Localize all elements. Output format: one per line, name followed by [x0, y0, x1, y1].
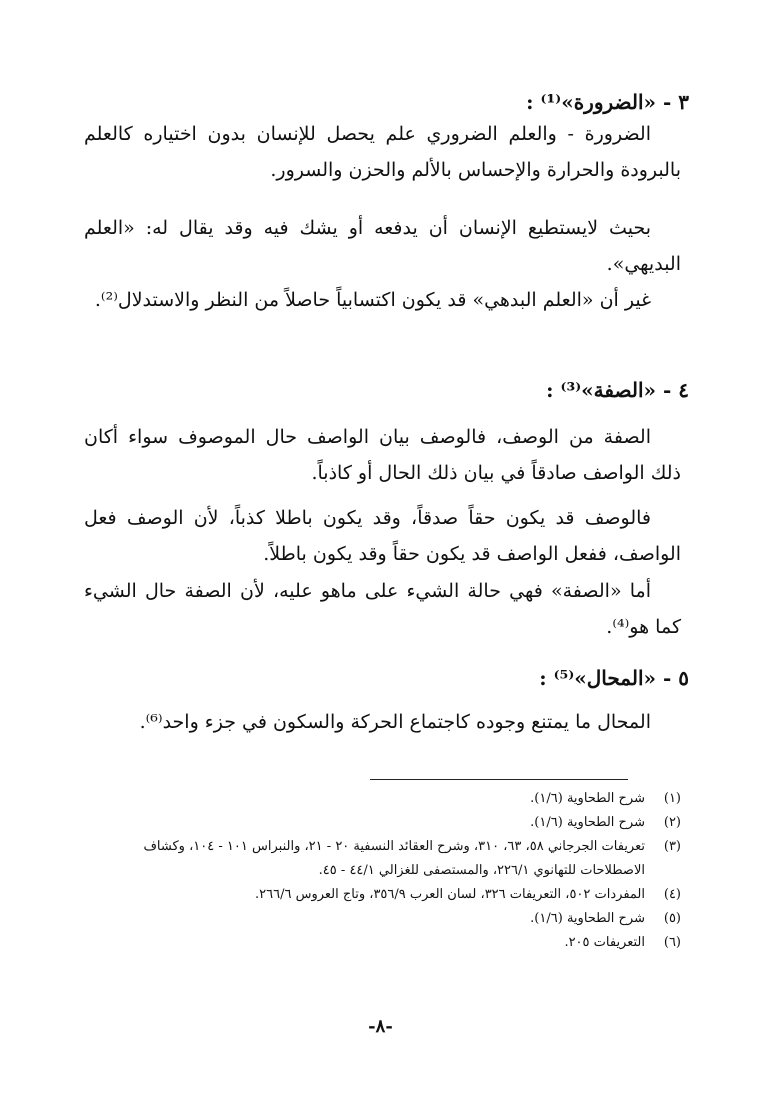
footnote-5	[80, 907, 681, 931]
page-number: -٨-	[368, 1016, 393, 1037]
footnote-6	[80, 931, 681, 955]
footnote-number: (٦)	[663, 935, 681, 950]
section-heading-5: ٥ - «المحال»⁽⁵⁾ :	[539, 666, 689, 690]
paragraph-2: بحيث لايستطيع الإنسان أن يدفعه أو يشك فيه وقد يقال له: «العلم البديهي».	[84, 217, 681, 275]
paragraph-1: الضرورة - والعلم الضروري علم يحصل للإنسان بدون اختياره كالعلم بالبرودة والحرارة والإحساس بالألم والحزن والسرور.	[84, 123, 681, 181]
footnotes	[80, 787, 681, 955]
footnote-2	[80, 811, 681, 835]
footnote-text: شرح الطحاوية (١/٦).	[530, 791, 645, 806]
paragraph-6: أما «الصفة» فهي حالة الشيء على ماهو عليه، لأن الصفة حال الشيء كما هو⁽⁴⁾.	[84, 580, 681, 638]
footnote-number: (١)	[663, 791, 681, 806]
footnote-separator	[370, 779, 628, 780]
section-heading-4: ٤ - «الصفة»⁽³⁾ :	[546, 378, 689, 402]
footnote-4	[80, 883, 681, 907]
footnote-number: (٤)	[663, 887, 681, 902]
paragraph-3: غير أن «العلم البدهي» قد يكون اكتسابياً حاصلاً من النظر والاستدلال⁽²⁾.	[94, 289, 651, 311]
paragraph-7: المحال ما يمتنع وجوده كاجتماع الحركة والسكون في جزء واحد⁽⁶⁾.	[139, 711, 651, 733]
section-heading-3: ٣ - «الضرورة»⁽¹⁾ :	[526, 90, 689, 114]
footnote-number: (٥)	[663, 911, 681, 926]
footnote-text: المفردات ٥٠٢، التعريفات ٣٢٦، لسان العرب ٣٥٦/٩، وتاج العروس ٢٦٦/٦.	[254, 887, 645, 902]
paragraph-4: الصفة من الوصف، فالوصف بيان الواصف حال الموصوف سواء أكان ذلك الواصف صادقاً في بيان ذلك الحال أو كاذباً.	[84, 426, 681, 484]
footnote-text: التعريفات ٢٠٥.	[564, 935, 645, 950]
footnote-number: (٢)	[663, 815, 681, 830]
footnote-number: (٣)	[663, 839, 681, 854]
footnote-text: شرح الطحاوية (١/٦).	[530, 911, 645, 926]
footnote-1	[80, 787, 681, 811]
footnote-3	[80, 835, 681, 883]
footnote-text: تعريفات الجرجاني ٥٨، ٦٣، ٣١٠، وشرح العقائد النسفية ٢٠ - ٢١، والنبراس ١٠١ - ١٠٤، وكشاف الاصطلاحات للتهانوي ٢٢٦/١، والمستصفى للغزالي ٤٤/١ - ٤٥.	[143, 839, 645, 878]
footnote-text: شرح الطحاوية (١/٦).	[530, 815, 645, 830]
paragraph-5: فالوصف قد يكون حقاً صدقاً، وقد يكون باطلا كذباً، لأن الوصف فعل الواصف، ففعل الواصف قد يكون حقاً وقد يكون باطلاً.	[84, 507, 681, 565]
